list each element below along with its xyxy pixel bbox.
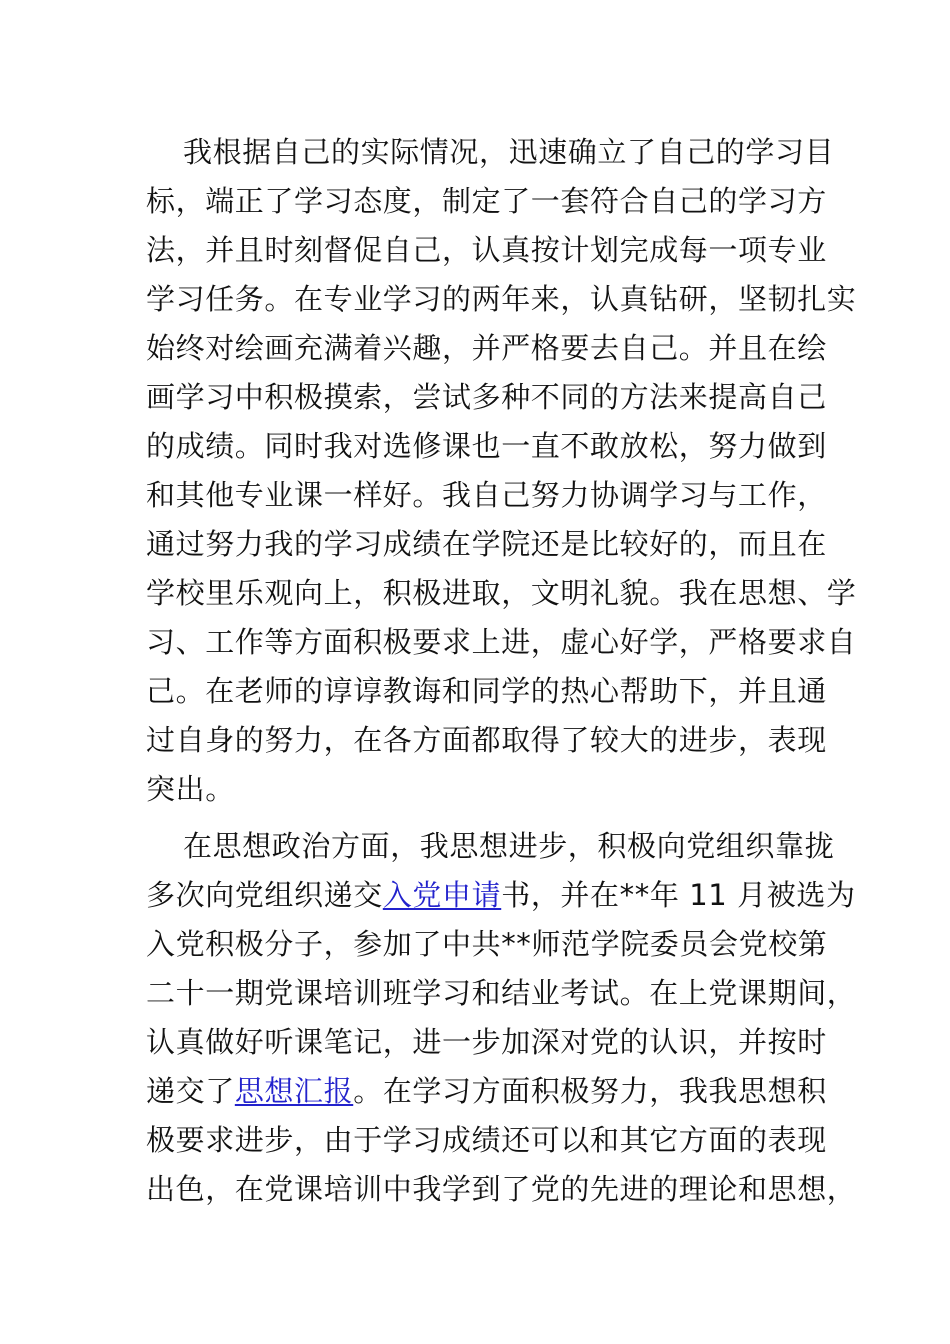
text-segment: 多次向党组织递交 — [146, 878, 383, 912]
text-line: 法，并且时刻督促自己，认真按计划完成每一项专业 — [146, 233, 827, 267]
text-line: 过自身的努力，在各方面都取得了较大的进步，表现 — [146, 723, 827, 757]
text-line: 习、工作等方面积极要求上进，虚心好学，严格要求自 — [146, 625, 857, 659]
text-line: 学习任务。在专业学习的两年来，认真钻研，坚韧扎实 — [146, 282, 857, 316]
text-line: 和其他专业课一样好。我自己努力协调学习与工作， — [146, 478, 827, 512]
text-line: 我根据自己的实际情况，迅速确立了自己的学习目 — [183, 135, 835, 169]
text-segment: 。在学习方面积极努力，我我思想积 — [353, 1074, 827, 1108]
text-line: 入党积极分子，参加了中共**师范学院委员会党校第 — [146, 927, 828, 961]
text-line — [146, 1067, 826, 1116]
text-segment: 递交了 — [146, 1074, 235, 1108]
text-segment: 书，并在**年 11 月被选为 — [501, 878, 856, 912]
text-line: 在思想政治方面，我思想进步，积极向党组织靠拢 — [183, 829, 835, 863]
text-line: 标，端正了学习态度，制定了一套符合自己的学习方 — [146, 184, 827, 218]
text-line: 认真做好听课笔记，进一步加深对党的认识，并按时 — [146, 1025, 827, 1059]
text-line: 学校里乐观向上，积极进取，文明礼貌。我在思想、学 — [146, 576, 857, 610]
text-line: 通过努力我的学习成绩在学院还是比较好的，而且在 — [146, 527, 827, 561]
text-line: 的成绩。同时我对选修课也一直不敢放松，努力做到 — [146, 429, 827, 463]
text-line: 二十一期党课培训班学习和结业考试。在上党课期间， — [146, 976, 857, 1010]
text-line: 画学习中积极摸索，尝试多种不同的方法来提高自己 — [146, 380, 827, 414]
text-line: 始终对绘画充满着兴趣，并严格要去自己。并且在绘 — [146, 331, 827, 365]
text-line: 极要求进步，由于学习成绩还可以和其它方面的表现 — [146, 1123, 827, 1157]
sixiang-huibao-link[interactable]: 思想汇报 — [234, 1074, 354, 1108]
rudang-shenqing-link[interactable]: 入党申请 — [382, 878, 502, 912]
text-line: 出色，在党课培训中我学到了党的先进的理论和思想， — [146, 1172, 857, 1206]
text-line: 己。在老师的谆谆教诲和同学的热心帮助下，并且通 — [146, 674, 827, 708]
text-line: 突出。 — [146, 772, 235, 806]
text-line — [146, 871, 856, 920]
